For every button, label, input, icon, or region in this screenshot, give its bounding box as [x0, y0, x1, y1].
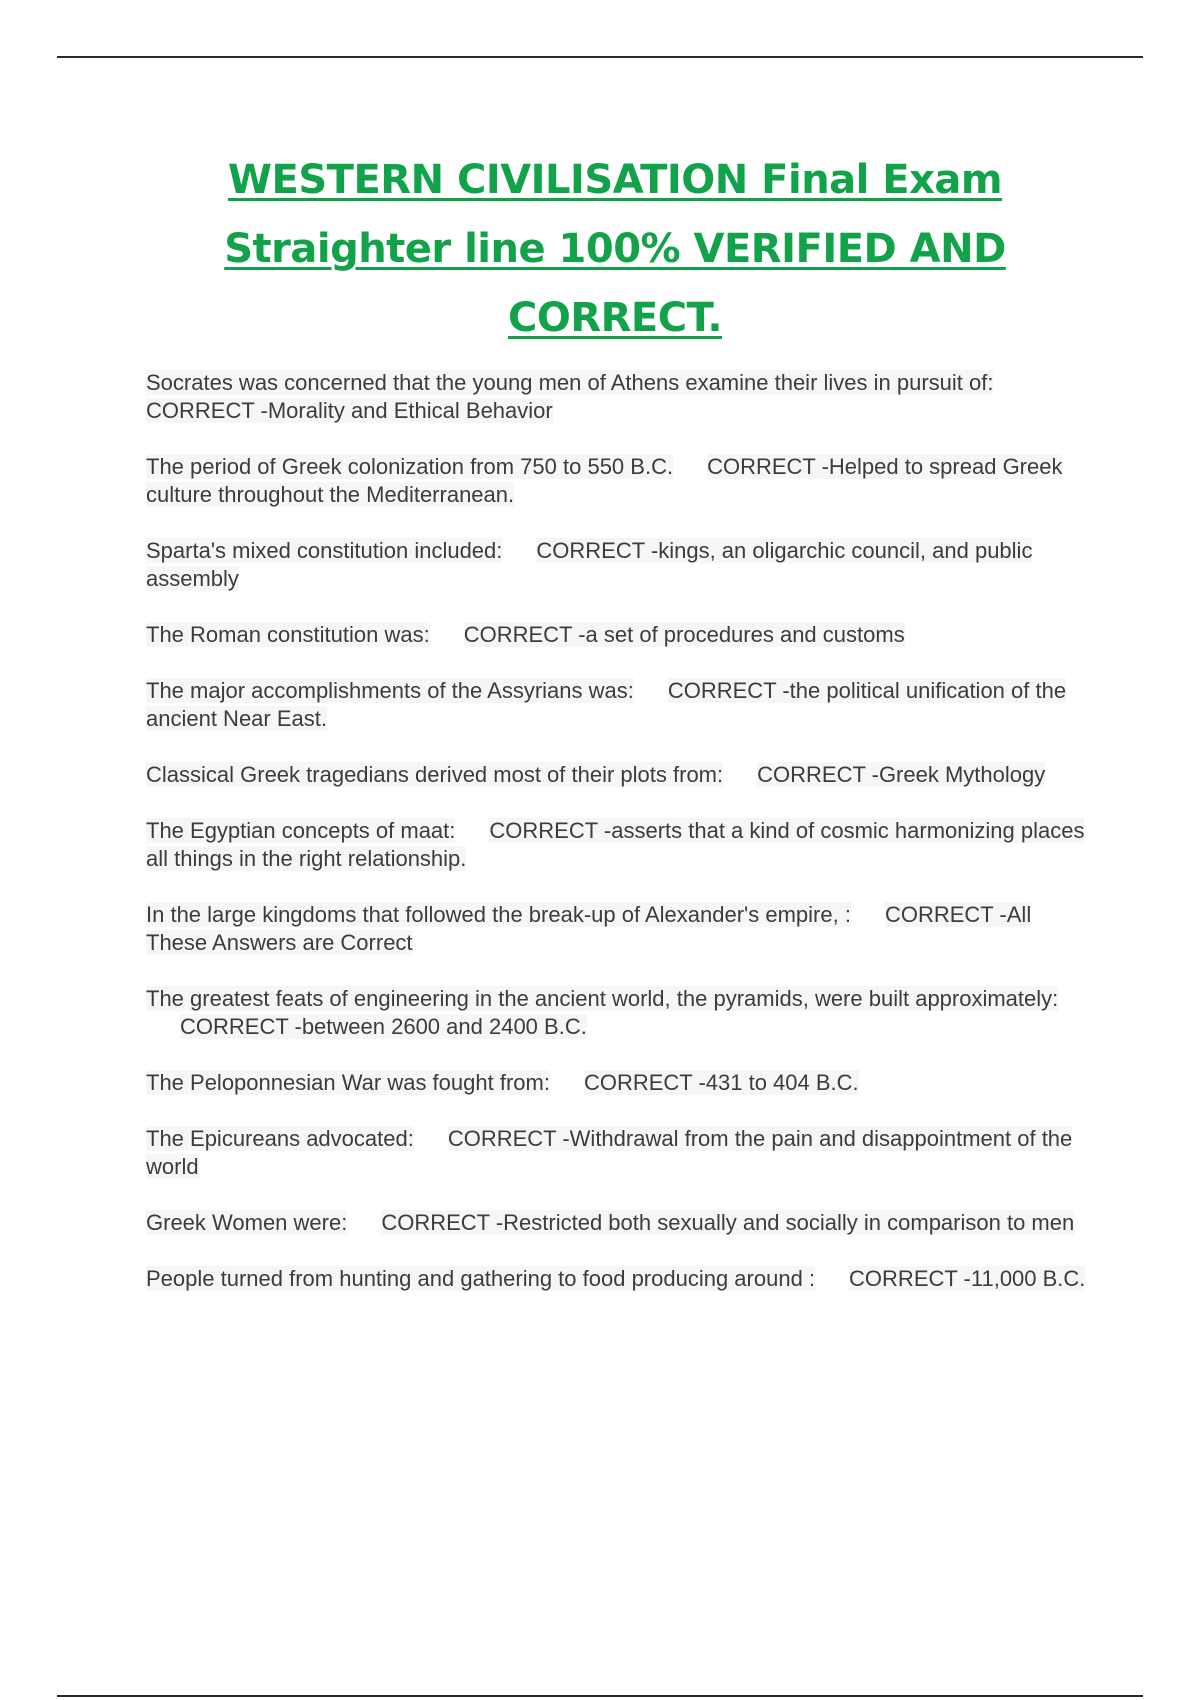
qa-item: [146, 369, 1086, 425]
title-line-3: CORRECT.: [507, 295, 723, 341]
document-title: [150, 146, 1080, 353]
answer-text: CORRECT -All These Answers are Correct: [146, 902, 1032, 955]
qa-item: [146, 537, 1086, 593]
answer-text: CORRECT -Helped to spread Greek culture throughout the Mediterranean.: [146, 454, 1063, 507]
question-text: People turned from hunting and gathering to food producing around :: [146, 1266, 816, 1291]
qa-list: [146, 369, 1086, 1321]
question-text: Socrates was concerned that the young men of Athens examine their lives in pursuit of:: [146, 370, 994, 395]
top-rule: [57, 56, 1143, 58]
bottom-rule: [57, 1695, 1143, 1697]
answer-text: CORRECT -kings, an oligarchic council, and public assembly: [146, 538, 1033, 591]
title-line-1: WESTERN CIVILISATION Final Exam: [227, 157, 1003, 203]
answer-text: CORRECT -11,000 B.C.: [849, 1266, 1086, 1291]
qa-item: [146, 621, 1086, 649]
qa-item: [146, 1265, 1086, 1293]
qa-item: [146, 1209, 1086, 1237]
qa-item: [146, 1069, 1086, 1097]
qa-item: [146, 817, 1086, 873]
question-text: The Roman constitution was:: [146, 622, 430, 647]
answer-text: CORRECT -asserts that a kind of cosmic harmonizing places all things in the right relationship.: [146, 818, 1085, 871]
qa-item: [146, 1125, 1086, 1181]
answer-text: CORRECT -431 to 404 B.C.: [583, 1070, 859, 1095]
question-text: The Egyptian concepts of maat:: [146, 818, 456, 843]
qa-item: [146, 453, 1086, 509]
answer-text: CORRECT -Morality and Ethical Behavior: [146, 398, 553, 423]
qa-item: [146, 761, 1086, 789]
answer-text: CORRECT -the political unification of the ancient Near East.: [146, 678, 1067, 731]
answer-text: CORRECT -between 2600 and 2400 B.C.: [180, 1014, 587, 1039]
question-text: Classical Greek tragedians derived most of their plots from:: [146, 762, 724, 787]
question-text: The Peloponnesian War was fought from:: [146, 1070, 550, 1095]
title-line-2: Straighter line 100% VERIFIED AND: [224, 226, 1006, 272]
question-text: Sparta's mixed constitution included:: [146, 538, 503, 563]
qa-item: [146, 677, 1086, 733]
question-text: The major accomplishments of the Assyrians was:: [146, 678, 634, 703]
question-text: Greek Women were:: [146, 1210, 348, 1235]
answer-text: CORRECT -Restricted both sexually and socially in comparison to men: [381, 1210, 1075, 1235]
answer-text: CORRECT -a set of procedures and customs: [463, 622, 905, 647]
question-text: The greatest feats of engineering in the ancient world, the pyramids, were built approximately:: [146, 986, 1059, 1011]
answer-text: CORRECT -Greek Mythology: [757, 762, 1046, 787]
qa-item: [146, 985, 1086, 1041]
question-text: The Epicureans advocated:: [146, 1126, 414, 1151]
answer-text: CORRECT -Withdrawal from the pain and disappointment of the world: [146, 1126, 1073, 1179]
question-text: In the large kingdoms that followed the break-up of Alexander's empire, :: [146, 902, 851, 927]
question-text: The period of Greek colonization from 750 to 550 B.C.: [146, 454, 674, 479]
qa-item: [146, 901, 1086, 957]
